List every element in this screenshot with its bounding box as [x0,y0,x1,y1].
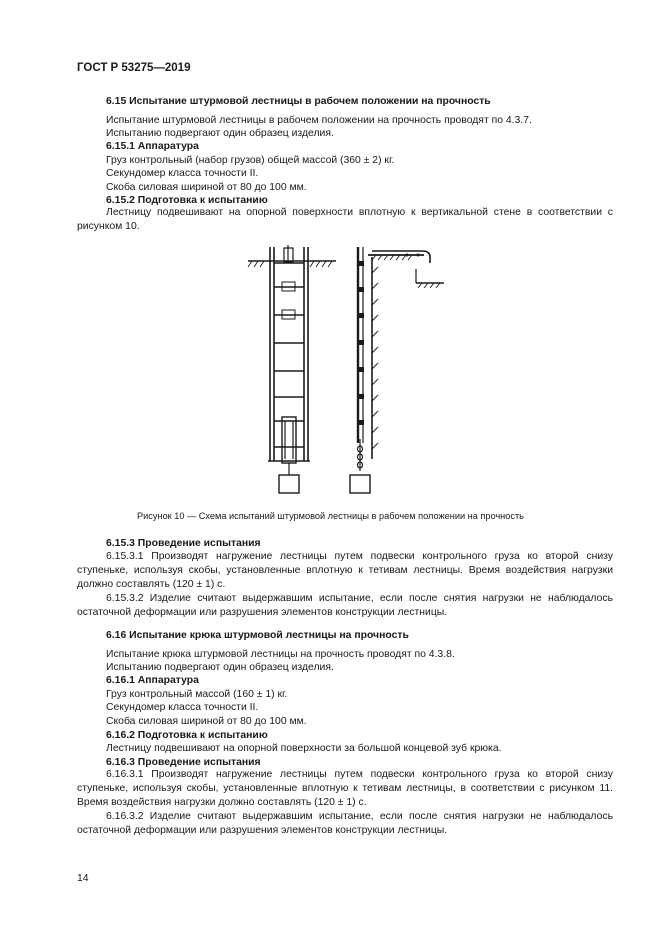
subsection-6-15-3-1-text: 6.15.3.1 Производят нагружение лестницы путем подвески контрольного груза ко второй снизу ступеньке, используя скобы, установленные вплотную к тетивам лестницы. Время воздействия нагрузки должно составлять (120 ± 1) с. [77,551,613,590]
subsection-6-15-3-heading: 6.15.3 Проведение испытания [106,538,261,549]
document-code: ГОСТ Р 53275—2019 [77,62,191,74]
equipment-item-stopwatch: Секундомер класса точности II. [106,168,259,179]
subsection-6-15-1-heading: 6.15.1 Аппаратура [106,141,199,152]
equipment-item-weight-2: Груз контрольный массой (160 ± 1) кг. [106,689,288,700]
subsection-6-15-2-heading: 6.15.2 Подготовка к испытанию [106,195,268,206]
subsection-6-15-3-2-text: 6.15.3.2 Изделие считают выдержавшим испытание, если после снятия нагрузки не наблюдалось остаточной деформации или разрушения элементов конструкции лестницы. [77,593,613,618]
equipment-item-weight: Груз контрольный (набор грузов) общей массой (360 ± 2) кг. [106,155,395,166]
section-6-16-line1: Испытание крюка штурмовой лестницы на прочность проводят по 4.3.8. [106,649,455,660]
subsection-6-16-1-heading: 6.16.1 Аппаратура [106,675,199,686]
section-6-16-heading: 6.16 Испытание крюка штурмовой лестницы на прочность [106,630,409,641]
subsection-6-16-3-heading: 6.16.3 Проведение испытания [106,757,261,768]
subsection-6-15-2-text: Лестницу подвешивают на опорной поверхности вплотную к вертикальной стене в соответствии с рисунком 10. [77,207,613,232]
figure-10-caption: Рисунок 10 — Схема испытаний штурмовой лестницы в рабочем положении на прочность [137,511,524,521]
subsection-6-16-2-heading: 6.16.2 Подготовка к испытанию [106,730,268,741]
section-6-16-line2: Испытанию подвергают один образец изделия. [106,662,334,673]
section-6-15-heading: 6.15 Испытание штурмовой лестницы в рабочем положении на прочность [106,96,491,107]
subsection-6-16-3-2-text: 6.16.3.2 Изделие считают выдержавшим испытание, если после снятия нагрузки не наблюдалось остаточной деформации или разрушения элементов конструкции лестницы. [77,811,613,836]
equipment-item-bracket: Скоба силовая шириной от 80 до 100 мм. [106,182,307,193]
page-number: 14 [77,873,89,884]
figure-10-diagram [244,243,449,495]
section-6-15-line2: Испытанию подвергают один образец изделия. [106,128,334,139]
equipment-item-stopwatch-2: Секундомер класса точности II. [106,702,259,713]
section-6-15-line1: Испытание штурмовой лестницы в рабочем положении на прочность проводят по 4.3.7. [106,115,532,126]
equipment-item-bracket-2: Скоба силовая шириной от 80 до 100 мм. [106,716,307,727]
subsection-6-16-2-text: Лестницу подвешивают на опорной поверхности за большой концевой зуб крюка. [106,743,502,754]
subsection-6-16-3-1-text: 6.16.3.1 Производят нагружение лестницы путем подвески контрольного груза ко второй снизу ступеньке, используя скобы, установленные вплотную к тетивам лестницы, в соответствии с рисунком 11. Время воздействия нагрузки должно составлять (120 ± 1) с. [77,769,613,808]
